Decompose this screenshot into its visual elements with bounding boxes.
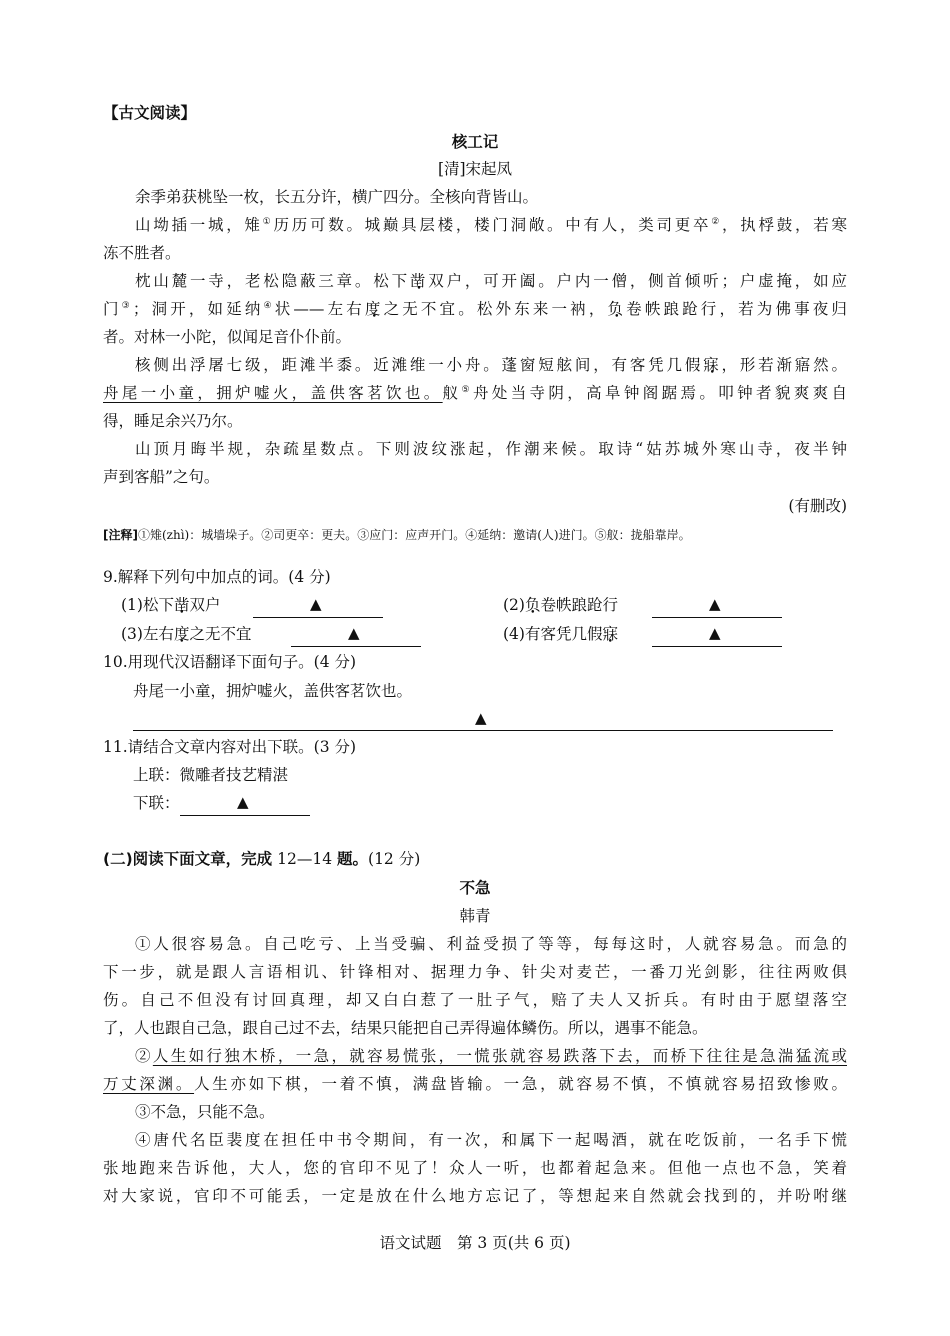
classical-author: [清]宋起凤 (437, 160, 513, 178)
article-paragraph-4-line-1: ④唐代名臣裴度在担任中书令期间，有一次，和属下一起喝酒，就在吃饭前，一名手下慌 (135, 1131, 847, 1149)
classical-paragraph-2-line-1: 山坳插一城，雉①历历可数。城巅具层楼，楼门洞敞。中有人，类司更卒②，执桴鼓，若寒 (135, 216, 847, 234)
dotted-word: 负 (607, 300, 627, 318)
q11-lower-label: 下联： (133, 794, 180, 812)
dotted-word: 度 (364, 300, 384, 318)
answer-marker: ▲ (475, 709, 487, 727)
article-paragraph-1-line-4: 了，人也跟自己急，跟自己过不去，结果只能把自己弄得遍体鳞伤。所以，遇事不能急。 (103, 1019, 708, 1037)
classical-paragraph-4-line-1: 核侧出浮屠七级，距滩半黍。近滩维一小舟。蓬窗短舷间，有客凭几假寐，形若渐寤然。 (135, 356, 847, 374)
answer-marker: ▲ (709, 595, 721, 613)
question-9: 9.解释下列句中加点的词。(4 分) (103, 568, 331, 586)
underlined-sentence: 人生如行独木桥，一急，就容易慌张，一慌张就容易跌落下去，而桥下往往是急湍猛流或 (152, 1047, 847, 1065)
classical-paragraph-5-line-1: 山顶月晦半规，杂疏星数点。下则波纹涨起，作潮来候。取诗“姑苏城外寒山寺，夜半钟 (135, 440, 847, 458)
part-2-header: (二)阅读下面文章，完成 12—14 题。(12 分) (103, 850, 421, 868)
classical-paragraph-1: 余季弟获桃坠一枚，长五分许，横广四分。全核向背皆山。 (135, 188, 539, 206)
source-note: (有删改) (788, 497, 847, 515)
annotations: [注释]①雉(zhì)：城墙垛子。②司更卒：更夫。③应门：应声开门。④延纳：邀请(人)进门。⑤舣：拢船靠岸。 (103, 528, 691, 542)
q9-item-3: (3)左右度之无不宜 (121, 625, 252, 643)
classical-paragraph-2-line-2: 冻不胜者。 (103, 244, 181, 262)
article-paragraph-4-line-3: 对大家说，官印不可能丢，一定是放在什么地方忘记了，等想起来自然就会找到的，并吩咐继 (103, 1187, 847, 1205)
classical-paragraph-5-line-2: 声到客船”之句。 (103, 468, 220, 486)
underlined-sentence: 万丈深渊。 (103, 1075, 195, 1093)
question-11: 11.请结合文章内容对出下联。(3 分) (103, 738, 357, 756)
article-author: 韩青 (459, 907, 491, 925)
article-paragraph-1-line-1: ①人很容易急。自己吃亏、上当受骗、利益受损了等等，每每这时，人就容易急。而急的 (135, 935, 847, 953)
article-paragraph-1-line-2: 下一步，就是跟人言语相讥、针锋相对、据理力争、针尖对麦芒，一番刀光剑影，往往两败俱 (103, 963, 847, 981)
page-footer: 语文试题 第 3 页(共 6 页) (379, 1234, 571, 1252)
q9-item-1: (1)松下凿双户 (121, 596, 221, 614)
article-paragraph-2-line-1: ②人生如行独木桥，一急，就容易慌张，一慌张就容易跌落下去，而桥下往往是急湍猛流或 (135, 1047, 847, 1065)
answer-marker: ▲ (709, 624, 721, 642)
answer-marker: ▲ (237, 793, 249, 811)
q9-item-4: (4)有客凭几假寐 (503, 625, 618, 643)
dotted-word: 寐 (703, 356, 722, 374)
q11-upper-couplet: 上联：微雕者技艺精湛 (133, 766, 289, 784)
dotted-word: 凿 (409, 272, 429, 290)
section-header: 【古文阅读】 (103, 104, 197, 122)
article-paragraph-2-line-2: 万丈深渊。人生亦如下棋，一着不慎，满盘皆输。一急，就容易不慎，不慎就容易招致惨败。 (103, 1075, 847, 1093)
question-10: 10.用现代汉语翻译下面句子。(4 分) (103, 653, 357, 671)
article-paragraph-3: ③不急，只能不急。 (135, 1103, 275, 1121)
article-paragraph-1-line-3: 伤。自己不但没有讨回真理，却又白白惹了一肚子气，赔了夫人又折兵。有时由于愿望落空 (103, 991, 847, 1009)
underlined-sentence: 舟尾一小童，拥炉嘘火，盖供客茗饮也。 (103, 384, 443, 402)
classical-paragraph-3-line-1: 枕山麓一寺，老松隐蔽三章。松下凿双户，可开阖。户内一僧，侧首倾听；户虚掩，如应 (135, 272, 847, 290)
answer-marker: ▲ (310, 595, 322, 613)
classical-paragraph-3-line-2: 门③；洞开，如延纳④状——左右度之无不宜。松外东来一衲，负卷帙踉跄行，若为佛事夜归 (103, 300, 847, 318)
q9-item-2: (2)负卷帙踉跄行 (503, 596, 618, 614)
classical-title: 核工记 (451, 133, 499, 151)
article-paragraph-4-line-2: 张地跑来告诉他，大人，您的官印不见了！众人一听，也都着起急来。但他一点也不急，笑着 (103, 1159, 847, 1177)
q10-sentence: 舟尾一小童，拥炉嘘火，盖供客茗饮也。 (133, 682, 413, 700)
article-title: 不急 (459, 879, 491, 897)
answer-marker: ▲ (348, 624, 360, 642)
classical-paragraph-4-line-2: 舟尾一小童，拥炉嘘火，盖供客茗饮也。舣⑤舟处当寺阴，高阜钟阁踞焉。叩钟者貌爽爽自 (103, 384, 847, 402)
classical-paragraph-3-line-3: 者。对林一小陀，似闻足音仆仆前。 (103, 328, 352, 346)
classical-paragraph-4-line-3: 得，睡足余兴乃尔。 (103, 412, 243, 430)
